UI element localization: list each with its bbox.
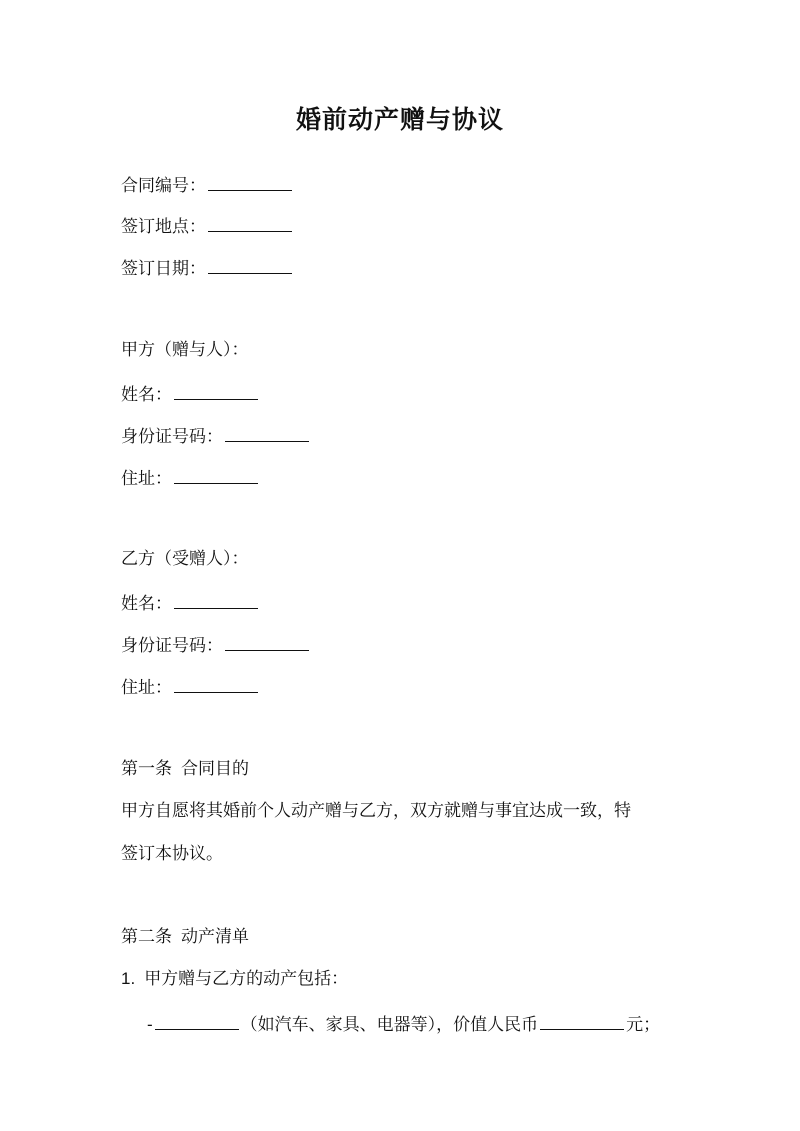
article-2-title: 动产清单 (181, 927, 249, 947)
party-b-id-line (121, 632, 309, 657)
article-1-text-line-1: 甲方自愿将其婚前个人动产赠与乙方，双方就赠与事宜达成一致，特 (121, 801, 631, 821)
article-1-heading (121, 758, 249, 780)
article-2-number: 第二条 (121, 927, 172, 947)
article-2-item-1-number: 1. (121, 969, 136, 988)
party-a-name-line (121, 381, 258, 406)
party-b-address-blank (174, 674, 258, 693)
party-b-heading: 乙方（受赠人）： (121, 549, 249, 569)
party-a-id-blank (225, 423, 309, 442)
bullet-text-mid: （如汽车、家具、电器等），价值人民币 (240, 1015, 539, 1035)
document-title: 婚前动产赠与协议 (295, 105, 504, 134)
contract-number-blank (208, 172, 292, 191)
item-name-blank (155, 1011, 239, 1030)
party-a-address-blank (174, 465, 258, 484)
article-2-item-1 (121, 968, 348, 990)
party-a-id-label: 身份证号码： (121, 427, 223, 447)
article-2-item-1-text: 甲方赠与乙方的动产包括： (144, 969, 349, 989)
article-2-heading (121, 926, 249, 948)
signing-place-label: 签订地点： (121, 217, 206, 237)
signing-date-line (121, 255, 292, 280)
signing-place-line (121, 213, 292, 238)
party-a-address-line (121, 465, 258, 490)
party-b-name-line (121, 590, 258, 615)
party-a-id-line (121, 423, 309, 448)
party-a-heading: 甲方（赠与人）： (121, 340, 249, 360)
party-b-address-line (121, 674, 258, 699)
signing-place-blank (208, 213, 292, 232)
party-b-id-blank (225, 632, 309, 651)
party-a-address-label: 住址： (121, 469, 172, 489)
article-1-number: 第一条 (121, 759, 172, 779)
article-1-text-line-2: 签订本协议。 (121, 844, 223, 864)
article-2-bullet (147, 1011, 660, 1036)
article-1-title: 合同目的 (181, 759, 249, 779)
party-b-id-label: 身份证号码： (121, 636, 223, 656)
party-b-name-blank (174, 590, 258, 609)
bullet-dash: - (147, 1015, 153, 1034)
contract-number-label: 合同编号： (121, 176, 206, 196)
item-value-blank (540, 1011, 624, 1030)
party-a-name-label: 姓名： (121, 385, 172, 405)
party-a-name-blank (174, 381, 258, 400)
signing-date-label: 签订日期： (121, 259, 206, 279)
signing-date-blank (208, 255, 292, 274)
party-b-name-label: 姓名： (121, 594, 172, 614)
bullet-text-end: 元； (626, 1015, 661, 1035)
contract-number-line (121, 172, 292, 197)
party-b-address-label: 住址： (121, 678, 172, 698)
